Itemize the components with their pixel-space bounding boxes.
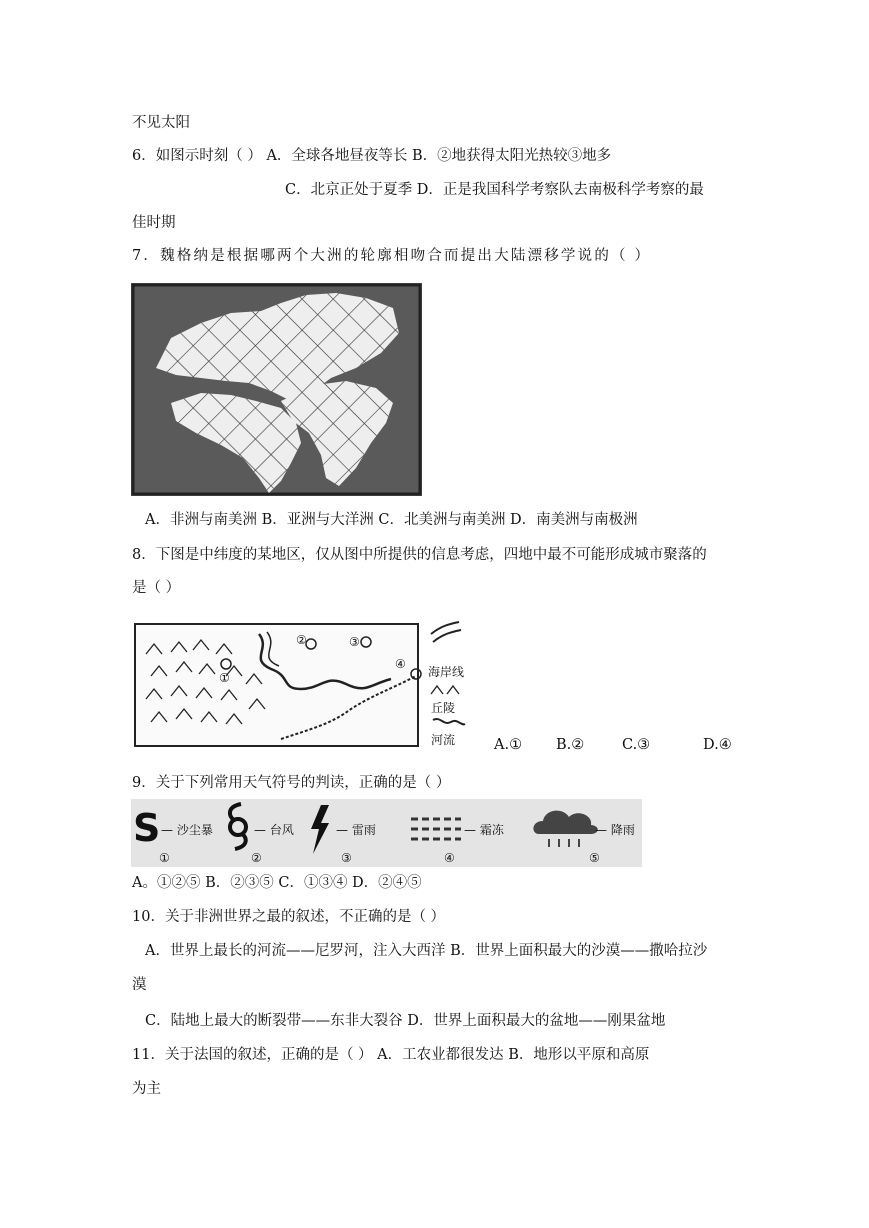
question-11: 11．关于法国的叙述，正确的是（ ） A．工农业都很发达 B．地形以平原和高原 [132, 1047, 650, 1063]
weather-symbols [131, 799, 642, 867]
q8-option-c: C.③ [622, 737, 651, 753]
question-10: 10．关于非洲世界之最的叙述，不正确的是（ ） [132, 909, 446, 925]
question-8: 8．下图是中纬度的某地区，仅从图中所提供的信息考虑，四地中最不可能形成城市聚落的 [132, 547, 707, 563]
weather-num-2: ② [251, 851, 262, 865]
legend-coastline: 海岸线 [428, 665, 465, 679]
q8-option-a: A.① [494, 737, 523, 753]
legend-hill: 丘陵 [431, 701, 456, 715]
weather-num-3: ③ [341, 851, 352, 865]
question-9: 9．关于下列常用天气符号的判读，正确的是（ ） [132, 775, 451, 791]
question-8-continued: 是（ ） [132, 580, 181, 596]
question-6-options: C．北京正处于夏季 D．正是我国科学考察队去南极科学考察的最 [285, 182, 704, 198]
q8-option-b: B.② [556, 737, 585, 753]
text-line: 不见太阳 [132, 115, 190, 131]
weather-num-1: ① [159, 851, 170, 865]
sandstorm-icon: S [133, 806, 161, 850]
question-10-continued: 漠 [132, 977, 147, 993]
label-sandstorm: — 沙尘暴 [161, 823, 213, 837]
label-frost: — 霜冻 [464, 823, 504, 837]
map-point-2: ② [296, 633, 307, 647]
label-thunderstorm: — 雷雨 [336, 823, 376, 837]
legend-river: 河流 [431, 733, 456, 747]
map-point-1: ① [219, 671, 230, 685]
q8-option-d: D.④ [703, 737, 732, 753]
question-11-continued: 为主 [132, 1081, 161, 1097]
label-typhoon: — 台风 [254, 823, 294, 837]
continental-drift-map [131, 283, 422, 496]
question-7: 7．魏格纳是根据哪两个大洲的轮廓相吻合而提出大陆漂移学说的（ ） [132, 248, 652, 264]
question-7-options: A．非洲与南美洲 B．亚洲与大洋洲 C．北美洲与南美洲 D．南美洲与南极洲 [145, 512, 638, 528]
weather-num-5: ⑤ [589, 851, 600, 865]
question-10-option-cd: C．陆地上最大的断裂带——东非大裂谷 D．世界上面积最大的盆地——刚果盆地 [145, 1013, 666, 1029]
map-point-3: ③ [349, 635, 360, 649]
map-point-4: ④ [395, 657, 406, 671]
question-6: 6．如图示时刻（ ） A．全球各地昼夜等长 B．②地获得太阳光热较③地多 [132, 148, 612, 164]
region-map [131, 614, 481, 750]
question-6-continued: 佳时期 [132, 215, 176, 231]
label-rain: — 降雨 [595, 823, 635, 837]
question-9-options: A。①②⑤ B．②③⑤ C．①③④ D．②④⑤ [132, 875, 422, 891]
weather-num-4: ④ [444, 851, 455, 865]
question-10-option-ab: A．世界上最长的河流——尼罗河，注入大西洋 B．世界上面积最大的沙漠——撒哈拉沙 [145, 943, 708, 959]
